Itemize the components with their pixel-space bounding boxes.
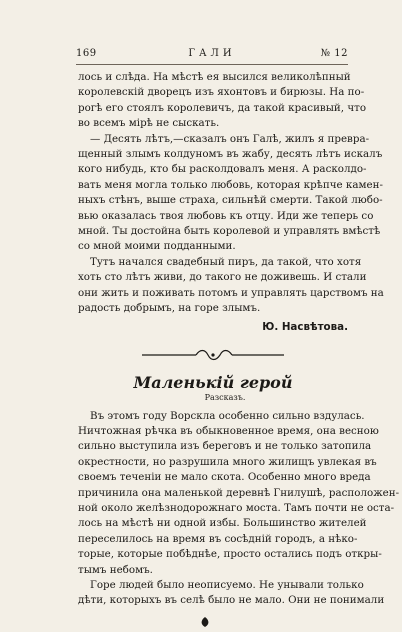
text-line: дѣти, которыхъ въ селѣ было не мало. Они не понимали bbox=[78, 594, 385, 607]
story-subtitle: Разсказъ. bbox=[204, 392, 246, 402]
text-line: Горе людей было неописуемо. Не унывали только bbox=[90, 578, 364, 591]
text-line: — Десять лѣтъ,—сказалъ онъ Галѣ, жилъ я превра- bbox=[90, 132, 370, 145]
story-title: Маленькій герой bbox=[133, 372, 293, 392]
divider-ornament-icon bbox=[140, 349, 286, 361]
text-line: вью оказалась твоя любовь къ отцу. Иди же теперь со bbox=[78, 209, 374, 222]
text-line: королевскій дворецъ изъ яхонтовъ и бирюзы. На по- bbox=[78, 86, 365, 99]
text-line: лось на мѣстѣ ни одной избы. Большинство жителей bbox=[78, 517, 367, 530]
text-line: кого нибудь, кто бы расколдовалъ меня. А расколдо- bbox=[78, 163, 367, 176]
text-line: во всемъ мірѣ не сыскать. bbox=[78, 117, 220, 130]
text-line: лось и слѣда. На мѣстѣ ея высился великолѣпный bbox=[78, 71, 351, 83]
text-line: мной. Ты достойна быть королевой и управлять вмѣстѣ bbox=[78, 225, 381, 238]
text-line: окрестности, но разрушила много жилищъ увлекая въ bbox=[78, 455, 377, 468]
text-line: переселилось на время въ сосѣдній городъ, а нѣко- bbox=[78, 532, 358, 545]
tale-ending bbox=[78, 70, 384, 317]
text-line: ной около желѣзнодорожнаго моста. Тамъ почти не оста- bbox=[78, 501, 395, 514]
text-line: радость добрымъ, на горе злымъ. bbox=[78, 302, 261, 315]
text-line: они жить и поживать потомъ и управлять царствомъ на bbox=[78, 286, 384, 299]
text-line: Тутъ начался свадебный пиръ, да такой, что хотя bbox=[90, 255, 362, 268]
text-line: своемъ теченіи не мало скота. Особенно много вреда bbox=[78, 471, 371, 484]
author-signature: Ю. Насвѣтова. bbox=[262, 320, 348, 333]
text-line: Въ этомъ году Ворскла особенно сильно вздулась. bbox=[90, 409, 365, 422]
story-text bbox=[78, 409, 400, 609]
header-rule bbox=[76, 64, 348, 65]
text-line: щенный злымъ колдуномъ въ жабу, десять лѣтъ искалъ bbox=[78, 148, 383, 161]
issue-number: № 12 bbox=[320, 48, 348, 59]
text-line: хоть сто лѣтъ живи, до такого не доживешь. И стали bbox=[78, 271, 367, 284]
text-line: торые, которые побѣднѣе, просто остались подъ откры- bbox=[78, 548, 382, 561]
text-line: со мной моими подданными. bbox=[78, 240, 236, 253]
text-line: ныхъ стѣнъ, выше страха, сильнѣй смерти. Такой любо- bbox=[78, 194, 383, 207]
text-line: рогѣ его стоялъ королевичъ, да такой красивый, что bbox=[78, 101, 367, 114]
text-line: причинила она маленькой деревнѣ Гнилушѣ, расположен- bbox=[78, 486, 400, 499]
text-line: сильно выступила изъ береговъ и не только затопила bbox=[78, 440, 372, 453]
text-line: Ничтожная рѣчка въ обыкновенное время, она весною bbox=[78, 424, 379, 437]
text-line: тымъ небомъ. bbox=[78, 563, 153, 576]
page-number: 169 bbox=[76, 48, 97, 59]
text-column bbox=[78, 70, 400, 609]
running-header bbox=[76, 48, 348, 64]
fleuron-icon bbox=[198, 616, 212, 628]
text-line: вать меня могла только любовь, которая крѣпче камен- bbox=[78, 178, 383, 191]
journal-title: ГАЛИ bbox=[188, 48, 236, 59]
